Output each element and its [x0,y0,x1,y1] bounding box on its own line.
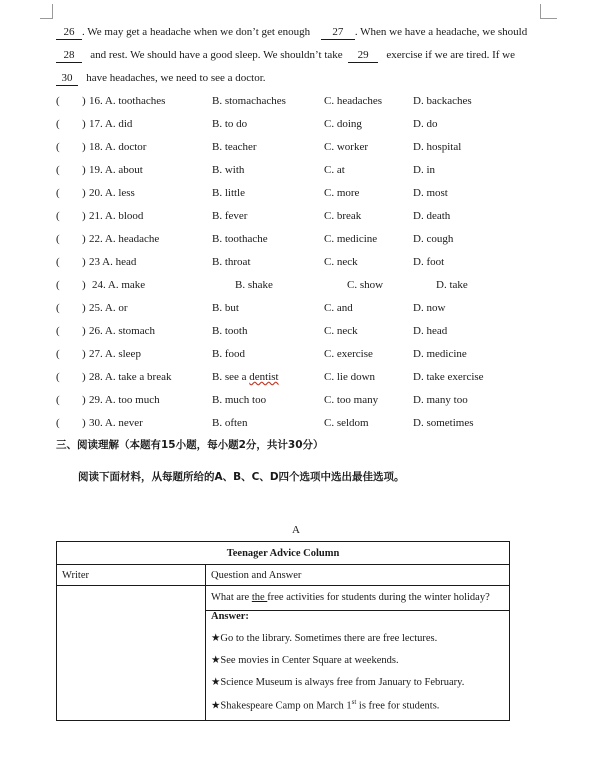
answer-item: ★Go to the library. Sometimes there are free lectures. [211,633,438,644]
answer-paren-open[interactable]: ( [56,141,60,153]
answer-cell [206,611,510,721]
answer-paren-close: ) [82,348,86,360]
blank-30[interactable]: 30 [56,72,78,86]
answer-label: Answer: [211,611,249,622]
answer-paren-open[interactable]: ( [56,371,60,383]
writer-cell [57,586,206,721]
answer-paren-open[interactable]: ( [56,187,60,199]
answer-item [211,698,504,720]
option-b: B. with [212,164,245,176]
option-c: C. neck [324,325,358,337]
option-a: 28. A. take a break [89,371,172,383]
question-row [56,347,576,361]
question-row [56,324,576,338]
option-c: C. more [324,187,360,199]
option-a: 20. A. less [89,187,135,199]
option-b: B. teacher [212,141,257,153]
question-text: What are [211,592,252,603]
option-a: 16. A. toothaches [89,95,166,107]
passage-text: exercise if we are tired. If we [386,49,515,61]
answer-paren-close: ) [82,302,86,314]
option-c: C. too many [324,394,379,406]
option-a: 30. A. never [89,417,143,429]
answer-item: ★See movies in Center Square at weekends. [211,655,399,666]
blank-26[interactable]: 26 [56,26,82,40]
option-d: D. many too [413,394,468,406]
option-a: 27. A. sleep [89,348,141,360]
answer-paren-close: ) [82,210,86,222]
option-a: 22. A. headache [89,233,160,245]
question-text-rest: free activities for students during the winter holiday? [267,592,490,603]
option-c: C. headaches [324,95,383,107]
answer-paren-open[interactable]: ( [56,325,60,337]
question-row [56,163,576,177]
option-a: 26. A. stomach [89,325,155,337]
passage-line-2 [56,48,515,63]
option-b [212,370,279,384]
question-row [56,393,576,407]
option-c: C. doing [324,118,362,130]
question-underlined: the [251,592,268,603]
answer-paren-open[interactable]: ( [56,394,60,406]
option-c: C. neck [324,256,358,268]
answer-paren-open[interactable]: ( [56,95,60,107]
option-d: D. cough [413,233,454,245]
section-instruction: 阅读下面材料，从每题所给的A、B、C、D四个选项中选出最佳选项。 [78,471,405,483]
option-a: 24. A. make [92,279,146,291]
answer-paren-close: ) [82,325,86,337]
passage-line-1 [56,25,527,40]
question-row [56,278,576,292]
option-c: C. medicine [324,233,378,245]
option-a: 17. A. did [89,118,133,130]
answer-paren-close: ) [82,394,86,406]
option-a: 21. A. blood [89,210,144,222]
option-c: C. worker [324,141,368,153]
page-corner-mark-left [40,4,53,19]
answer-paren-open[interactable]: ( [56,348,60,360]
option-b: B. often [212,417,248,429]
passage-text: and rest. We should have a good sleep. We shouldn’t take [90,49,343,61]
column-header-writer: Writer [57,565,206,586]
option-b: B. stomachaches [212,95,286,107]
blank-28[interactable]: 28 [56,49,82,63]
option-d: D. most [413,187,448,199]
answer-paren-close: ) [82,256,86,268]
question-row [56,186,576,200]
answer-paren-close: ) [82,141,86,153]
option-b: B. to do [212,118,248,130]
option-b: B. food [212,348,245,360]
answer-paren-close: ) [82,279,86,291]
question-row [56,370,576,384]
option-d: D. death [413,210,451,222]
page-corner-mark-right [540,4,557,19]
answer-paren-open[interactable]: ( [56,417,60,429]
option-b: B. but [212,302,239,314]
passage-text: . We may get a headache when we don’t get enough [82,26,311,38]
option-c: C. lie down [324,371,376,383]
passage-text: have headaches, we need to see a doctor. [86,72,266,84]
option-d: D. take exercise [413,371,484,383]
answer-paren-close: ) [82,233,86,245]
option-c: C. exercise [324,348,373,360]
blank-29[interactable]: 29 [348,49,378,63]
answer-paren-close: ) [82,187,86,199]
question-row [56,416,576,430]
column-header-qa: Question and Answer [206,565,510,586]
option-b: B. shake [235,279,273,291]
option-d: D. hospital [413,141,462,153]
option-a: 23 A. head [89,256,137,268]
ordinal-suffix: st [351,698,357,706]
question-row [56,232,576,246]
answer-paren-close: ) [82,118,86,130]
passage-line-3 [56,71,266,86]
answer-text-rest: is free for students. [356,700,440,712]
passage-text: . When we have a headache, we should [354,26,528,38]
question-row [56,209,576,223]
option-d: D. now [413,302,446,314]
answer-paren-close: ) [82,164,86,176]
option-a: 29. A. too much [89,394,160,406]
answer-paren-open[interactable]: ( [56,233,60,245]
answer-paren-open[interactable]: ( [56,302,60,314]
option-b: B. much too [212,394,267,406]
option-d: D. head [413,325,448,337]
option-d: D. in [413,164,435,176]
option-b: B. tooth [212,325,248,337]
section-title: 三、阅读理解（本题有15小题，每小题2分，共计30分） [56,439,324,451]
option-d: D. do [413,118,438,130]
option-d: D. take [436,279,468,291]
option-b: B. little [212,187,245,199]
answer-paren-open[interactable]: ( [56,118,60,130]
answer-text: ★Shakespeare Camp on March 1 [211,700,352,712]
answer-paren-close: ) [82,417,86,429]
table-title: Teenager Advice Column [57,542,510,565]
answer-paren-open[interactable]: ( [56,164,60,176]
option-c: C. and [324,302,353,314]
option-b: B. toothache [212,233,268,245]
question-row [56,117,576,131]
option-b-text: B. see a [212,371,250,383]
answer-paren-open[interactable]: ( [56,279,60,291]
answer-item: ★Science Museum is always free from January to February. [211,677,465,688]
answer-paren-open[interactable]: ( [56,256,60,268]
answer-paren-close: ) [82,95,86,107]
answer-paren-close: ) [82,371,86,383]
option-a: 19. A. about [89,164,143,176]
option-d: D. sometimes [413,417,474,429]
blank-27[interactable]: 27 [321,26,355,40]
option-c: C. at [324,164,345,176]
option-d: D. backaches [413,95,472,107]
option-d: D. foot [413,256,445,268]
question-row [56,255,576,269]
passage-letter: A [292,524,300,536]
spellcheck-word: dentist [249,371,279,383]
advice-table [56,541,510,721]
question-row [56,140,576,154]
question-cell [206,586,510,611]
answer-paren-open[interactable]: ( [56,210,60,222]
option-b: B. throat [212,256,251,268]
option-c: C. break [324,210,362,222]
option-b: B. fever [212,210,248,222]
option-c: C. show [347,279,384,291]
option-a: 25. A. or [89,302,128,314]
option-c: C. seldom [324,417,369,429]
question-row [56,94,576,108]
question-row [56,301,576,315]
option-d: D. medicine [413,348,467,360]
option-a: 18. A. doctor [89,141,147,153]
